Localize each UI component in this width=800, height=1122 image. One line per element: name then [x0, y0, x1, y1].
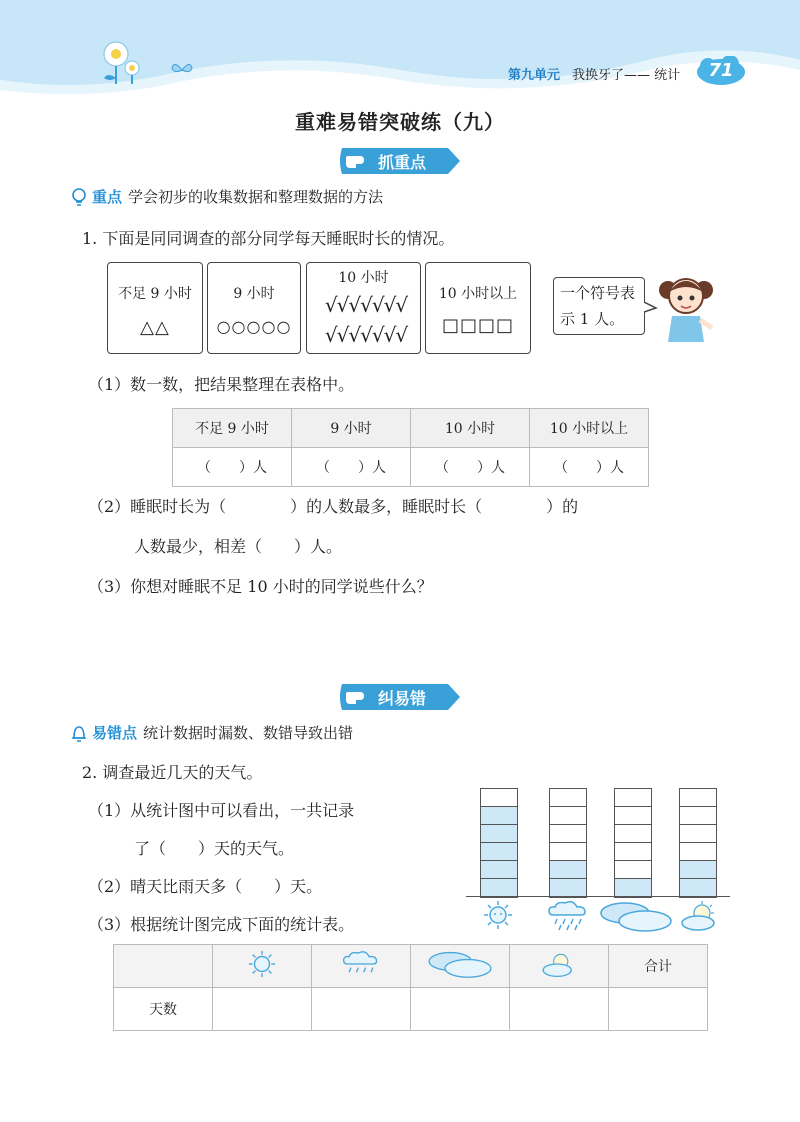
mistake-point-row: [70, 722, 353, 743]
triangle-marks: △△: [140, 317, 170, 338]
section-banner-label: 纠易错: [378, 689, 427, 708]
cloudy-icon: [597, 899, 675, 933]
mistake-point-tag: 易错点: [92, 724, 138, 742]
question-2-stem: 2. 调查最近几天的天气。: [82, 763, 263, 782]
bar-cell-filled: [481, 807, 517, 825]
table-header: 10 小时以上: [530, 409, 649, 448]
question-2-part-2: （2）晴天比雨天多（ ）天。: [88, 877, 323, 896]
partly-cloudy-icon: [540, 949, 578, 979]
sunny-icon: [478, 899, 518, 931]
rain-icon: [340, 949, 382, 979]
table-header: 9 小时: [292, 409, 411, 448]
table-header: 10 小时: [411, 409, 530, 448]
partly-cloudy-icon: [680, 899, 720, 933]
sleep-box-under-9: [107, 262, 203, 354]
chart-baseline: [466, 896, 730, 897]
table-header-sunny: [213, 945, 312, 988]
bar-cell-empty: [680, 843, 716, 861]
table-header-total: 合计: [609, 945, 708, 988]
section-banner-label: 抓重点: [378, 153, 427, 172]
bar-cell-filled: [550, 861, 586, 879]
box-label: 10 小时以上: [438, 286, 518, 302]
sleep-box-10: [306, 262, 421, 354]
bar-cell-empty: [615, 861, 651, 879]
bar-cell-filled: [481, 825, 517, 843]
square-marks: □□□□: [441, 315, 515, 336]
speech-bubble: [553, 277, 645, 335]
question-1-part-2-line-2: 人数最少，相差（ ）人。: [134, 537, 343, 556]
key-point-tag: 重点: [92, 188, 123, 206]
key-point-row: [70, 186, 383, 207]
question-2-part-1-line-2: 了（ ）天的天气。: [134, 839, 295, 858]
bar-cell-empty: [615, 825, 651, 843]
question-2-part-3: （3）根据统计图完成下面的统计表。: [88, 915, 355, 934]
table-corner: [114, 945, 213, 988]
table-header-cloudy: [411, 945, 510, 988]
question-1-part-3: （3）你想对睡眠不足 10 小时的同学说些什么？: [88, 577, 433, 596]
bell-icon: [70, 723, 88, 743]
box-label: 10 小时: [338, 270, 389, 286]
bar-cell-empty: [680, 789, 716, 807]
sleep-box-9: [207, 262, 301, 354]
answer-cell[interactable]: [312, 988, 411, 1031]
bar-cell-filled: [680, 861, 716, 879]
weather-table: [113, 944, 708, 1031]
bar-cell-filled: [481, 843, 517, 861]
question-2-part-1-line-1: （1）从统计图中可以看出，一共记录: [88, 801, 355, 820]
box-label: 不足 9 小时: [118, 286, 192, 302]
question-1-part-1: （1）数一数，把结果整理在表格中。: [88, 375, 355, 394]
bar-sunny: [480, 788, 518, 898]
bar-cell-empty: [680, 807, 716, 825]
table-header-partly-cloudy: [510, 945, 609, 988]
check-marks-row-1: √√√√√√√: [324, 293, 408, 317]
bar-cell-empty: [680, 825, 716, 843]
table-header-rain: [312, 945, 411, 988]
bar-cell-empty: [615, 789, 651, 807]
answer-cell[interactable]: [510, 988, 609, 1031]
question-1-stem: 1. 下面是同同调查的部分同学每天睡眠时长的情况。: [82, 229, 455, 248]
page-number: 71: [708, 60, 734, 81]
answer-cell[interactable]: [609, 988, 708, 1031]
page-title: 重难易错突破练（九）: [295, 110, 505, 134]
sleep-box-over-10: [425, 262, 531, 354]
flower-decoration-icon: [96, 38, 146, 86]
lightbulb-icon: [70, 187, 88, 207]
bar-cell-empty: [550, 825, 586, 843]
bar-cell-filled: [615, 879, 651, 897]
mistake-point-text: 统计数据时漏数、数错导致出错: [143, 724, 354, 742]
answer-cell[interactable]: （ ）人: [530, 448, 649, 487]
bar-cell-empty: [615, 807, 651, 825]
bar-cell-filled: [481, 861, 517, 879]
bar-cell-empty: [550, 807, 586, 825]
bar-cloudy: [614, 788, 652, 898]
unit-title: 我换牙了—— 统计: [572, 68, 681, 83]
bar-cell-filled: [680, 879, 716, 897]
bar-cell-empty: [550, 789, 586, 807]
sunny-icon: [243, 949, 281, 979]
unit-label: 第九单元: [508, 68, 561, 83]
sleep-table: [172, 408, 649, 487]
key-point-text: 学会初步的收集数据和整理数据的方法: [128, 188, 384, 206]
answer-cell[interactable]: （ ）人: [411, 448, 530, 487]
bar-rain: [549, 788, 587, 898]
answer-cell[interactable]: [213, 988, 312, 1031]
answer-cell[interactable]: （ ）人: [173, 448, 292, 487]
bar-cell-empty: [615, 843, 651, 861]
speech-line-1: 一个符号表: [560, 284, 636, 302]
speech-line-2: 示 1 人。: [560, 310, 625, 328]
check-marks-row-2: √√√√√√√: [324, 323, 408, 347]
butterfly-icon: [170, 60, 194, 80]
bar-cell-empty: [550, 843, 586, 861]
bar-partly-cloudy: [679, 788, 717, 898]
answer-cell[interactable]: （ ）人: [292, 448, 411, 487]
girl-illustration-icon: [656, 268, 716, 342]
bar-cell-filled: [550, 879, 586, 897]
bar-cell-empty: [481, 789, 517, 807]
circle-marks: ○○○○○: [216, 317, 292, 336]
answer-cell[interactable]: [411, 988, 510, 1031]
rain-icon: [545, 899, 591, 931]
box-label: 9 小时: [233, 286, 275, 302]
cloudy-icon: [425, 949, 495, 979]
table-header: 不足 9 小时: [173, 409, 292, 448]
question-1-part-2-line-1: （2）睡眠时长为（ ）的人数最多，睡眠时长（ ）的: [88, 497, 579, 516]
table-row-label: 天数: [114, 988, 213, 1031]
bar-cell-filled: [481, 879, 517, 897]
